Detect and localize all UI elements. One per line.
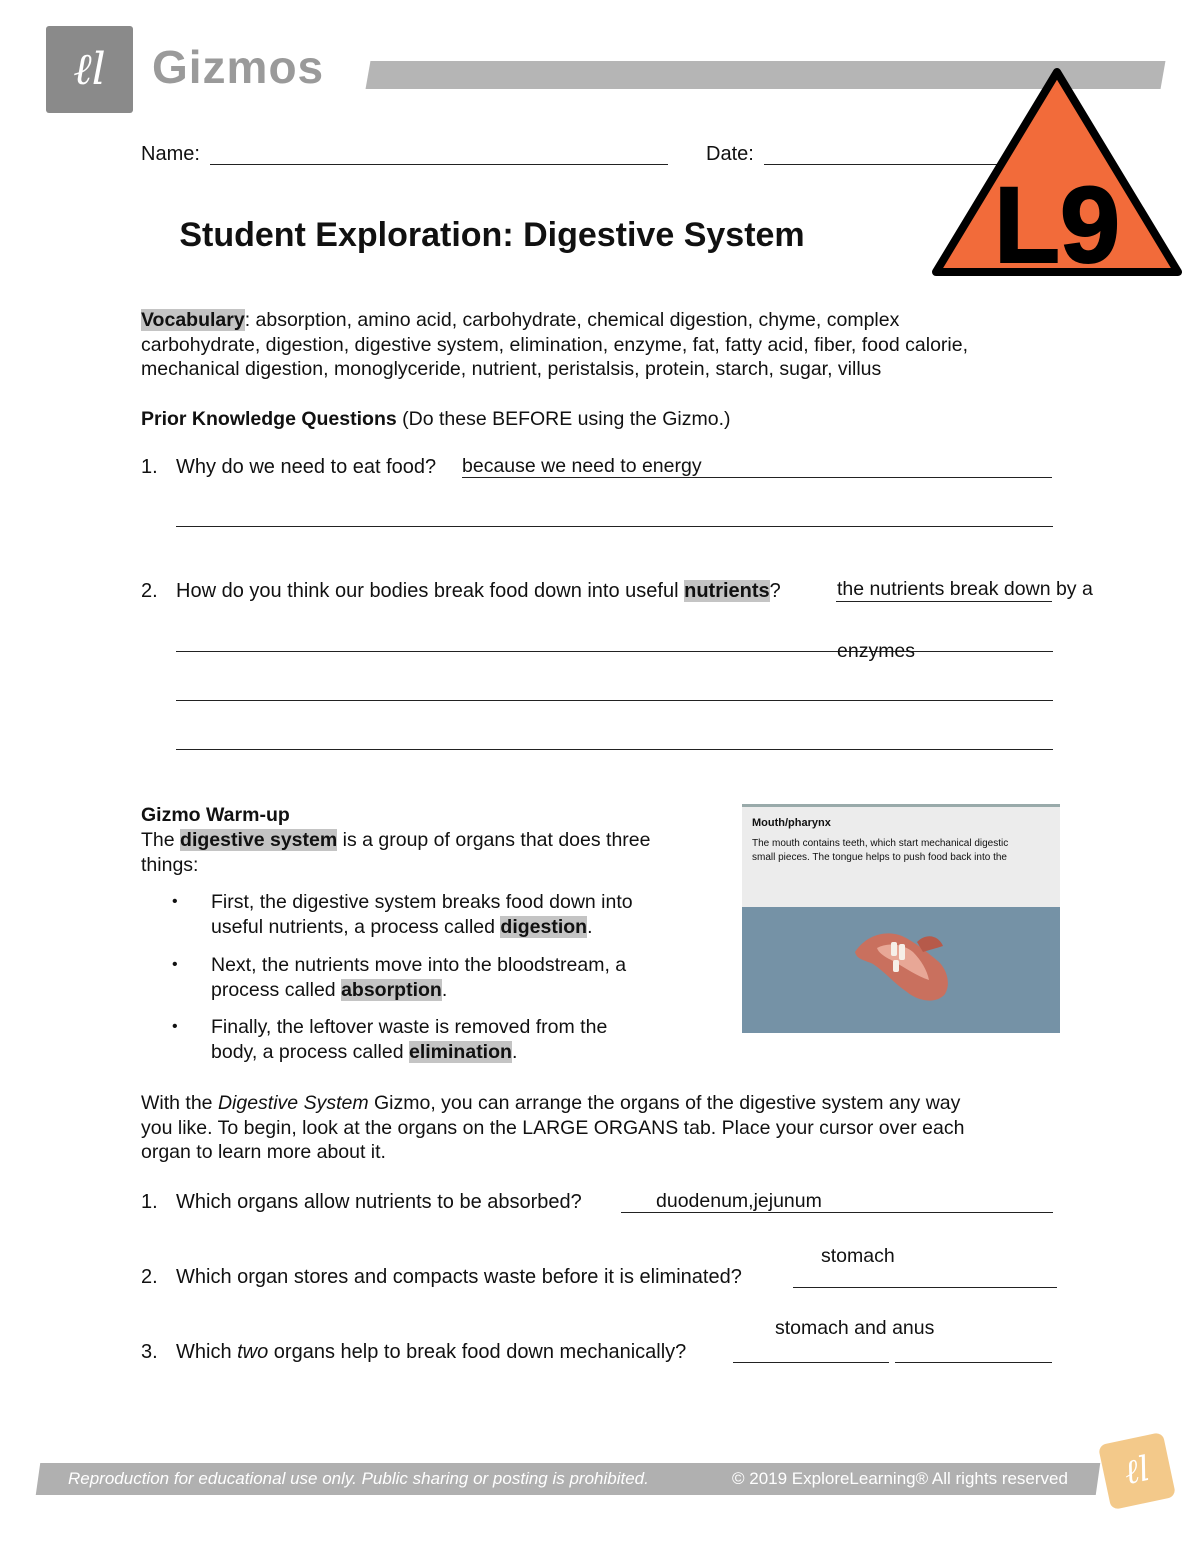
prior-q2-answer: the nutrients break down by a: [837, 578, 1093, 600]
question-2-answer: stomach: [821, 1245, 895, 1267]
organ-info-text: The mouth contains teeth, which start mechanical digestic small pieces. The tongue helps to push food back into the: [752, 838, 1009, 863]
organ-info-panel: [742, 804, 1060, 907]
vocabulary-line: mechanical digestion, monoglyceride, nutrient, peristalsis, protein, starch, sugar, villus: [141, 358, 882, 380]
digestive-system-highlight: digestive system: [180, 829, 338, 851]
explorelearning-footer-logo: ℓl: [1098, 1432, 1176, 1510]
prior-q1-answer: because we need to energy: [462, 455, 702, 477]
prior-heading-note: (Do these BEFORE using the Gizmo.): [396, 408, 731, 430]
answer-line[interactable]: [176, 680, 1053, 701]
prior-q2-number: 2.: [141, 580, 158, 602]
warmup-intro: The digestive system is a group of organs that does three things:: [141, 829, 651, 876]
question-3-answer-field-2[interactable]: [895, 1340, 1052, 1363]
prior-q2-text: How do you think our bodies break food down into useful nutrients?: [176, 580, 781, 602]
warmup-heading: Gizmo Warm-up: [141, 804, 290, 826]
question-3-number: 3.: [141, 1341, 158, 1363]
prior-heading-text: Prior Knowledge Questions: [141, 408, 397, 430]
bullet-icon: •: [172, 893, 178, 910]
answer-line[interactable]: [176, 506, 1053, 527]
prior-knowledge-heading: [141, 407, 731, 432]
question-3-answer-field-1[interactable]: [733, 1340, 889, 1363]
name-label: Name:: [141, 143, 200, 165]
question-1-number: 1.: [141, 1191, 158, 1213]
footer-copyright: © 2019 ExploreLearning® All rights reserved: [732, 1469, 1068, 1488]
question-1-text: Which organs allow nutrients to be absorbed?: [176, 1191, 582, 1213]
question-3-answer: stomach and anus: [775, 1317, 935, 1339]
answer-line[interactable]: [176, 729, 1053, 750]
gizmos-brand: Gizmos: [152, 41, 325, 93]
question-2-number: 2.: [141, 1266, 158, 1288]
elimination-highlight: elimination: [409, 1040, 512, 1063]
vocabulary-block: [141, 308, 1081, 382]
mouth-organ-icon: [847, 922, 957, 1012]
warmup-bullet-elimination: Finally, the leftover waste is removed from the body, a process called elimination.: [211, 1016, 608, 1063]
prior-q2-answer-continued: enzymes: [837, 640, 916, 662]
explorelearning-logo: ℓl: [46, 26, 133, 113]
question-1-answer: duodenum,jejunum: [656, 1190, 822, 1212]
question-2-text: Which organ stores and compacts waste before it is eliminated?: [176, 1266, 742, 1288]
absorption-highlight: absorption: [341, 978, 442, 1001]
question-3-text: Which two organs help to break food down mechanically?: [176, 1341, 687, 1363]
instructions-paragraph: With the Digestive System Gizmo, you can arrange the organs of the digestive system any way you like. To begin, look at the organs on the LARGE ORGANS tab. Place your cursor over each organ to learn more about it.: [141, 1092, 965, 1163]
digestion-highlight: digestion: [500, 915, 588, 938]
prior-q1-number: 1.: [141, 456, 158, 478]
footer-disclaimer: Reproduction for educational use only. Public sharing or posting is prohibited.: [68, 1469, 649, 1488]
bullet-icon: •: [172, 1018, 178, 1035]
warmup-bullet-absorption: Next, the nutrients move into the bloodstream, a process called absorption.: [211, 954, 627, 1001]
date-label: Date:: [706, 143, 754, 165]
gizmo-screenshot: [742, 804, 1060, 1033]
name-field[interactable]: [210, 142, 668, 165]
bullet-icon: •: [172, 956, 178, 973]
level-badge-text: L9: [993, 164, 1121, 280]
question-2-answer-field[interactable]: [793, 1265, 1057, 1288]
prior-q1-text: Why do we need to eat food?: [176, 456, 437, 478]
answer-line[interactable]: [176, 630, 1053, 652]
page-title: Student Exploration: Digestive System: [179, 216, 805, 254]
organ-info-title: Mouth/pharynx: [752, 817, 831, 829]
vocabulary-line: : absorption, amino acid, carbohydrate, chemical digestion, chyme, complex: [244, 309, 900, 331]
vocabulary-label: Vocabulary: [141, 309, 245, 331]
nutrients-highlight: nutrients: [684, 580, 770, 602]
vocabulary-line: carbohydrate, digestion, digestive system, elimination, enzyme, fat, fatty acid, fiber, food calorie,: [141, 333, 968, 356]
warmup-bullet-digestion: First, the digestive system breaks food down into useful nutrients, a process called digestion.: [211, 891, 633, 938]
